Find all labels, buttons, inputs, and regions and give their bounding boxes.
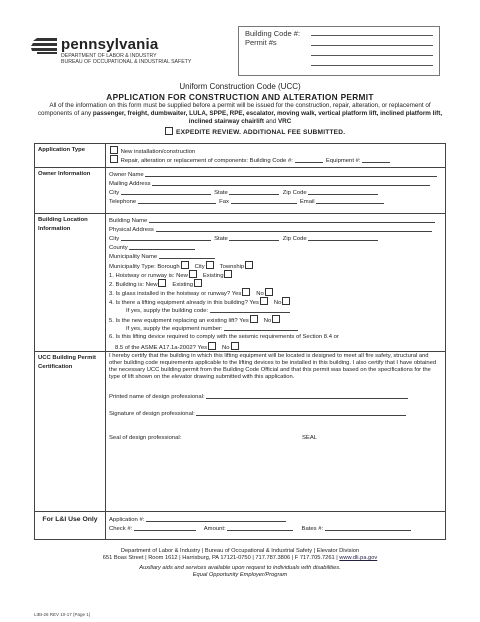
office-code-box	[238, 26, 440, 76]
office-use-heading: For L&I Use Only	[35, 512, 106, 540]
building-code-label: Building Code #:	[245, 29, 301, 38]
certification-heading: UCC Building Permit Certification	[35, 352, 106, 512]
repair-checkbox[interactable]	[110, 155, 118, 163]
township-checkbox[interactable]	[245, 261, 253, 269]
repair-building-code-field[interactable]	[295, 156, 323, 163]
footer-accessibility-line: Auxiliary aids and services available upon request to individuals with disabilities.	[139, 565, 341, 571]
expedite-checkbox[interactable]	[165, 127, 173, 135]
brand-name: pennsylvania	[61, 36, 159, 53]
municipality-name-field[interactable]	[159, 252, 215, 259]
building-county-field[interactable]	[129, 243, 195, 250]
department-lines: DEPARTMENT OF LABOR & INDUSTRY BUREAU OF OCCUPATIONAL & INDUSTRIAL SAFETY	[61, 53, 192, 66]
building-existing-checkbox[interactable]	[194, 279, 202, 287]
owner-fields: Owner Name Mailing Address City State Zip Code Telephone Fax Email	[106, 168, 446, 214]
code-subtitle: Uniform Construction Code (UCC)	[179, 82, 301, 91]
owner-email-field[interactable]	[316, 197, 384, 204]
existing-lift-yes-checkbox[interactable]	[260, 297, 268, 305]
replacing-yes-checkbox[interactable]	[250, 315, 258, 323]
owner-fax-field[interactable]	[231, 197, 297, 204]
permit-form-table	[34, 143, 446, 540]
owner-telephone-field[interactable]	[138, 197, 216, 204]
seismic-no-checkbox[interactable]	[231, 342, 239, 350]
seismic-yes-checkbox[interactable]	[208, 342, 216, 350]
building-location-heading: Building Location Information	[35, 214, 106, 352]
permit-line-2[interactable]	[311, 55, 433, 56]
check-number-field[interactable]	[134, 524, 196, 531]
amount-field[interactable]	[227, 524, 293, 531]
permit-line-1[interactable]	[311, 45, 433, 46]
footer-eeo-line: Equal Opportunity Employer/Program	[192, 572, 288, 578]
building-code-line[interactable]	[311, 35, 433, 36]
seal-label: SEAL	[302, 435, 318, 441]
building-new-checkbox[interactable]	[158, 279, 166, 287]
existing-building-code-field[interactable]	[210, 306, 290, 313]
pennsylvania-keystone-logo	[31, 38, 57, 54]
permit-label: Permit #s	[245, 38, 277, 47]
permit-line-3[interactable]	[311, 65, 433, 66]
application-number-field[interactable]	[146, 515, 286, 522]
owner-mailing-field[interactable]	[152, 179, 430, 186]
footer-address-line: 651 Boas Street | Room 1612 | Harrisburg, PA 17121-0750 | 717.787.3806 | F 717.705.7261 | www.dli.pa.gov	[102, 555, 378, 561]
building-physical-address-field[interactable]	[156, 225, 432, 232]
bates-number-field[interactable]	[325, 524, 411, 531]
footer-division-line: Department of Labor & Industry | Bureau of Occupational & Industrial Safety | Elevator Division	[120, 548, 360, 554]
existing-lift-no-checkbox[interactable]	[282, 297, 290, 305]
website-link[interactable]: www.dli.pa.gov	[339, 555, 378, 561]
glass-no-checkbox[interactable]	[265, 288, 273, 296]
building-state-field[interactable]	[229, 234, 279, 241]
new-installation-checkbox[interactable]	[110, 146, 118, 154]
certification-statement: I hereby certify that the building in which this lifting equipment will be located is designed to meet all fire safety, structural and other building code requirements applicable to the lifting devices to be installed in this building. I also certify that I have obtained the necessary UCC building permit from the Building Code Official and that this permit was based on the specifications for the type of lift shown on the elevator drawing submitted with this application.	[109, 353, 437, 380]
application-type-fields: New installation/construction Repair, alteration or replacement of components: Building Code #: Equipment #:	[106, 144, 446, 168]
form-number: LIBI-26 REV 10-17 (Page 1)	[34, 612, 91, 617]
owner-city-field[interactable]	[121, 188, 211, 195]
office-use-fields: Application #: Check #: Amount: Bates #:	[106, 512, 446, 540]
building-name-field[interactable]	[149, 216, 435, 223]
building-zip-field[interactable]	[308, 234, 378, 241]
repair-equipment-field[interactable]	[362, 156, 390, 163]
building-fields: Building Name Physical Address City State Zip Code County Municipality Name Municipality Type: Borough City Township 1. Hoistway or runway is: New Existing 2. Building is: New Existing 3. Is glass installed in the hoistway or runway? Yes No 4. Is there a lifting equipment already in this building? Yes No If yes, supply the building code: 5. Is the new equipment replacing an existing lift? Yes No If yes, supply the equipment number: 6. Is this lifting device required to comply with the seismic requirements of Section 8.4 or 8.5 of the ASME A17.1a-2002? Yes No	[106, 214, 446, 352]
replacing-no-checkbox[interactable]	[272, 315, 280, 323]
signature-field[interactable]	[196, 409, 406, 416]
glass-yes-checkbox[interactable]	[242, 288, 250, 296]
intro-paragraph: All of the information on this form must be supplied before a permit will be issued for the construction, repair, alteration, or replacement of components of any passenger, freight, dumbwaiter, LULA, SPPE, RPE, escalator, moving walk, vertical platform lift, inclined platform lift, inclined stairway chairlift and VRC	[37, 102, 443, 125]
hoistway-new-checkbox[interactable]	[189, 270, 197, 278]
borough-checkbox[interactable]	[181, 261, 189, 269]
form-title: APPLICATION FOR CONSTRUCTION AND ALTERATION PERMIT	[106, 92, 374, 102]
existing-equipment-number-field[interactable]	[224, 324, 298, 331]
application-type-heading: Application Type	[35, 144, 106, 168]
building-city-field[interactable]	[121, 234, 211, 241]
printed-name-field[interactable]	[206, 392, 408, 399]
owner-state-field[interactable]	[229, 188, 279, 195]
hoistway-existing-checkbox[interactable]	[224, 270, 232, 278]
owner-zip-field[interactable]	[308, 188, 378, 195]
owner-name-field[interactable]	[145, 170, 437, 177]
owner-information-heading: Owner Information	[35, 168, 106, 214]
city-checkbox[interactable]	[206, 261, 214, 269]
expedite-review: EXPEDITE REVIEW. ADDITIONAL FEE SUBMITTED.	[164, 127, 345, 136]
certification-fields: I hereby certify that the building in which this lifting equipment will be located is designed to meet all fire safety, structural and other building code requirements applicable to the lifting devices to be installed in this building. I also certify that I have obtained the necessary UCC building permit from the Building Code Official and that this permit was based on the specifications for the type of lift shown on the elevator drawing submitted with this application. Printed name of design professional: Signature of design professional: Seal of design professional: SEAL	[106, 352, 446, 512]
